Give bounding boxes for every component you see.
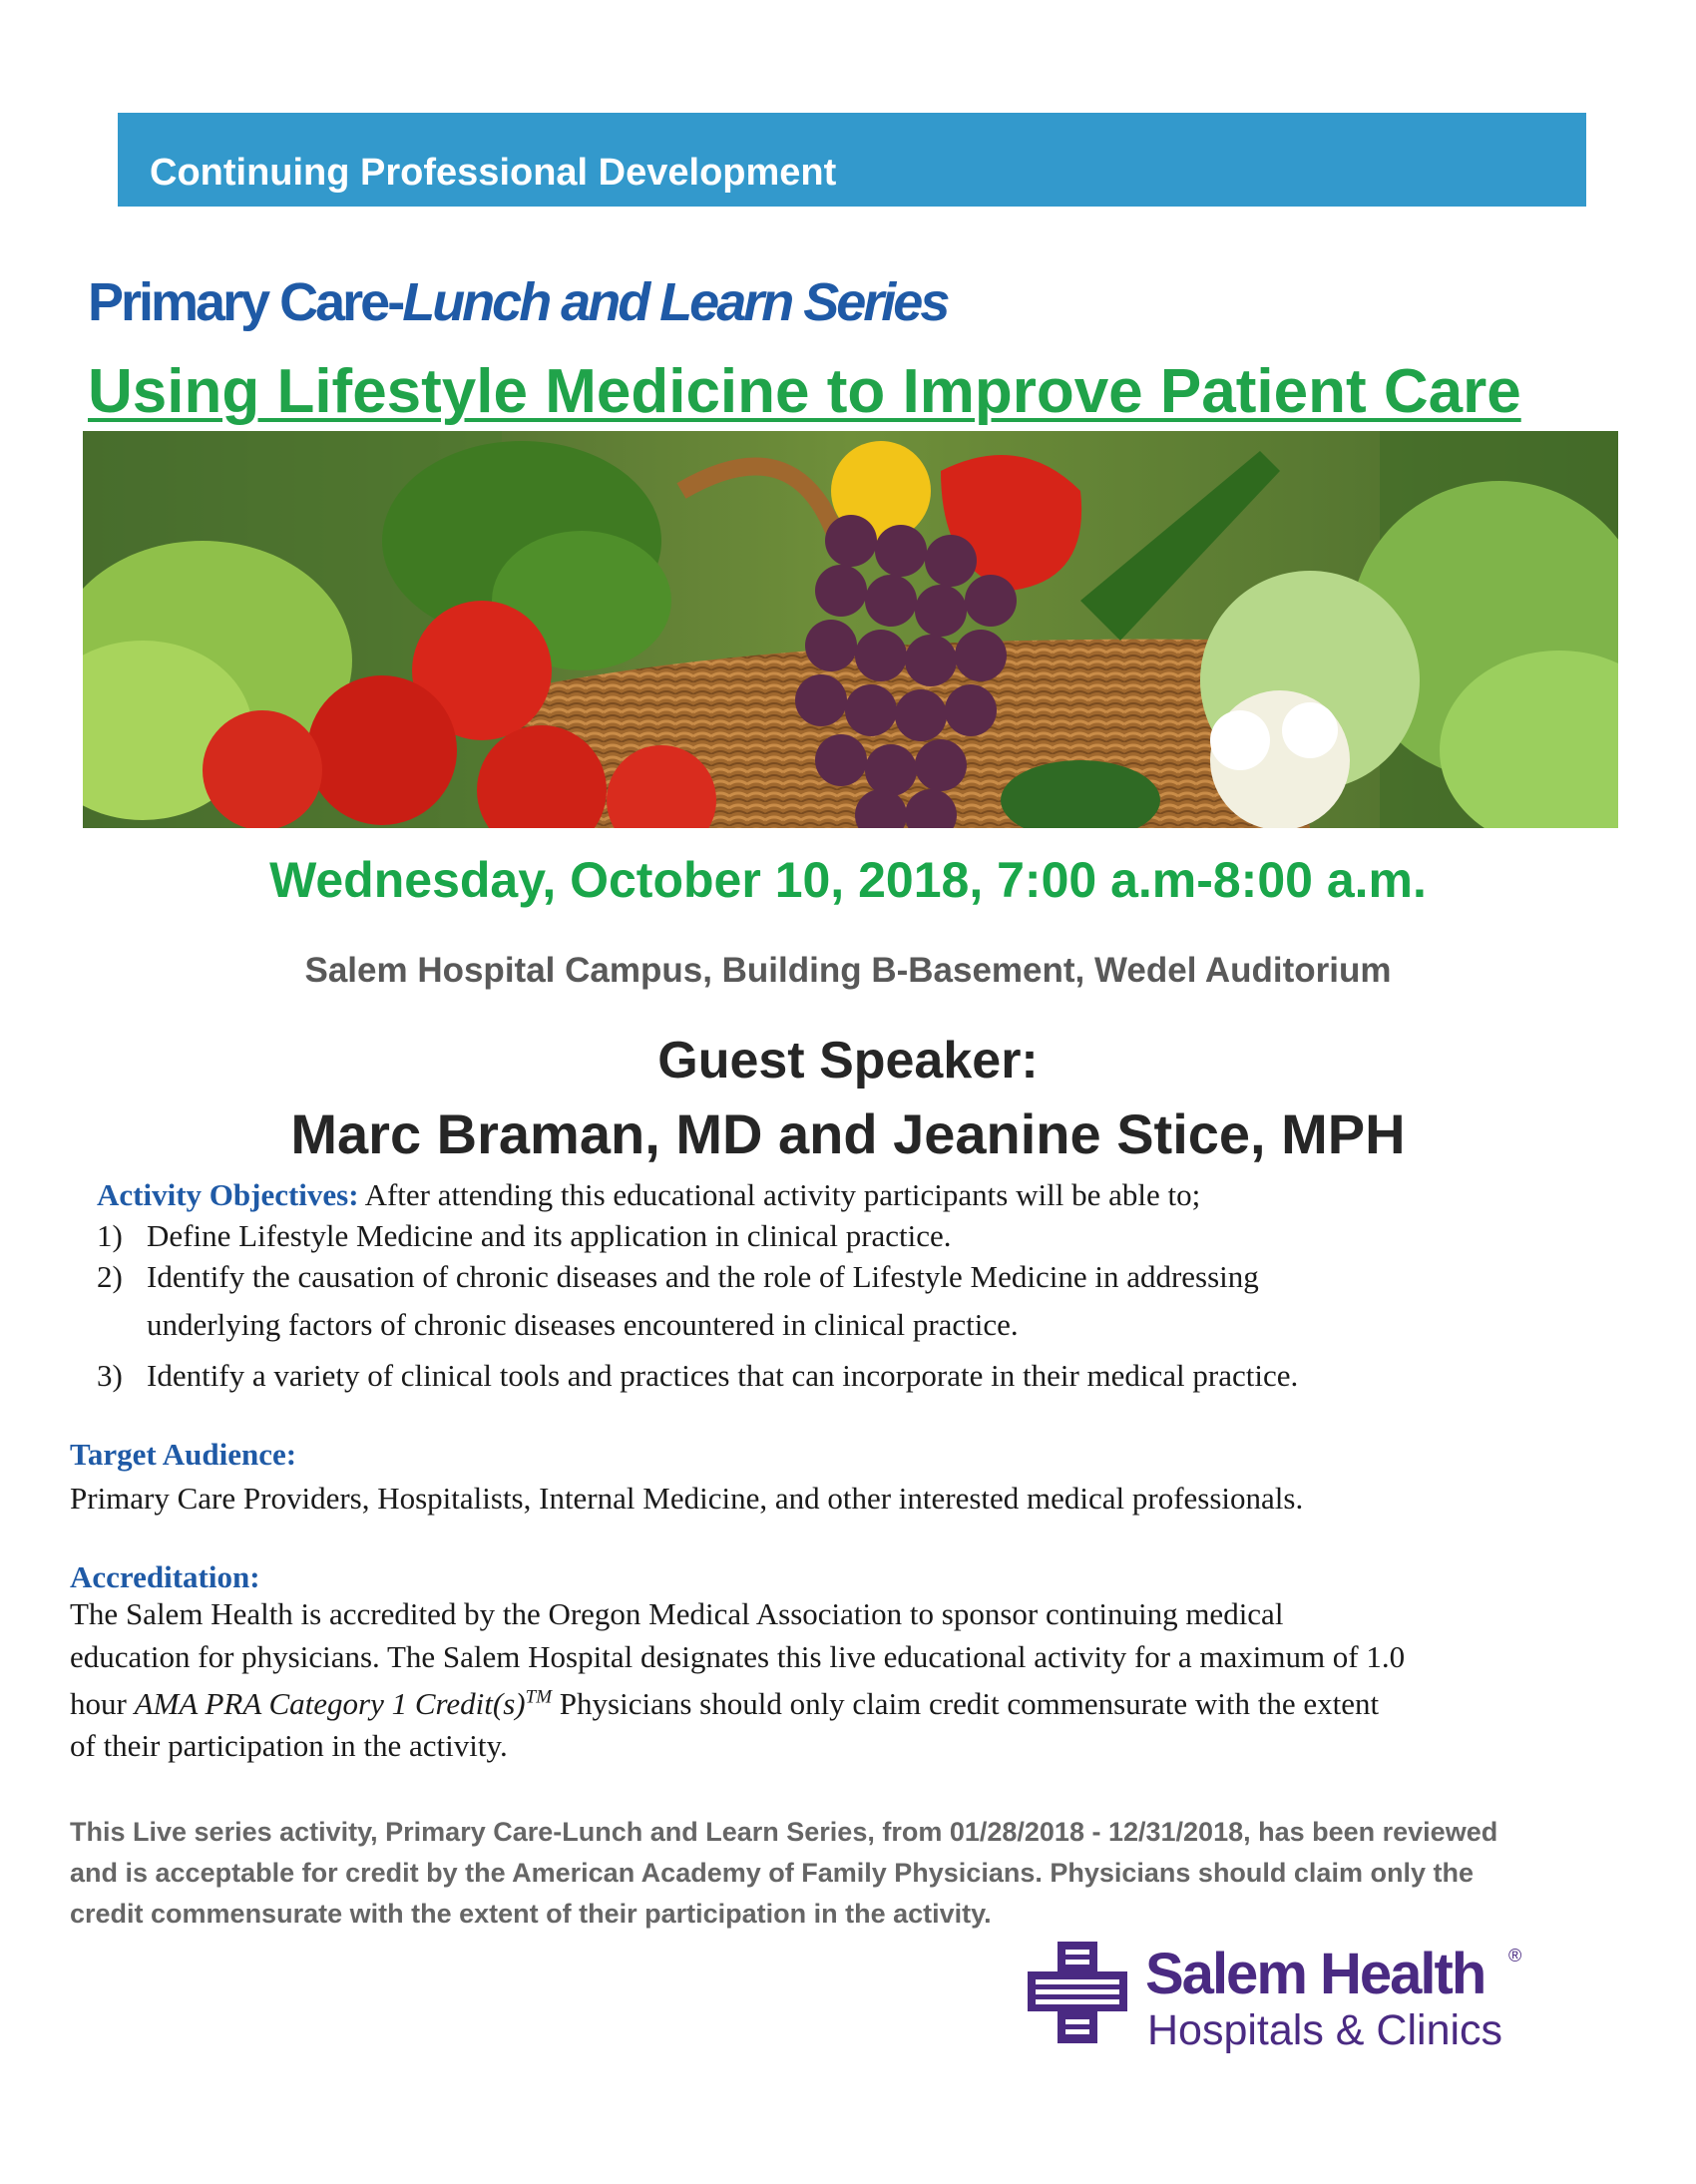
cross-logo-icon (1028, 1942, 1127, 2043)
event-location: Salem Hospital Campus, Building B-Basement, Wedel Auditorium (304, 951, 1392, 990)
aafp-statement-line: and is acceptable for credit by the American Academy of Family Physicians. Physicians should claim only the (70, 1858, 1474, 1888)
accreditation-line: education for physicians. The Salem Hospital designates this live educational activity for a maximum of 1.0 (70, 1639, 1406, 1674)
aafp-statement-line: This Live series activity, Primary Care-Lunch and Learn Series, from 01/28/2018 - 12/31/2018, has been reviewed (70, 1817, 1498, 1847)
objectives-heading: Activity Objectives: (97, 1177, 359, 1212)
objective-text-continued: underlying factors of chronic diseases encountered in clinical practice. (147, 1307, 1019, 1342)
accreditation-line: The Salem Health is accredited by the Oregon Medical Association to sponsor continuing medical (70, 1596, 1284, 1631)
objective-number: 2) (97, 1259, 123, 1294)
header-banner-text: Continuing Professional Development (150, 152, 837, 194)
objectives-intro (97, 1177, 1200, 1213)
accreditation-line (70, 1686, 1379, 1722)
objective-number: 3) (97, 1358, 123, 1393)
guest-speaker-names: Marc Braman, MD and Jeanine Stice, MPH (290, 1102, 1406, 1165)
series-title-part2: Lunch and Learn Series (402, 272, 948, 332)
topic-title: Using Lifestyle Medicine to Improve Patient Care (88, 357, 1521, 426)
series-title (88, 272, 948, 332)
ama-credit-label: AMA PRA Category 1 Credit(s) (134, 1686, 526, 1721)
objective-text: Identify the causation of chronic diseases and the role of Lifestyle Medicine in addressing (147, 1259, 1259, 1294)
logo-name: Salem Health (1145, 1942, 1485, 2006)
aafp-statement-line: credit commensurate with the extent of their participation in the activity. (70, 1899, 992, 1929)
logo-registered-mark: ® (1508, 1946, 1522, 1966)
trademark-mark: TM (525, 1686, 553, 1708)
objectives-intro-text: After attending this educational activity participants will be able to; (358, 1177, 1201, 1212)
target-audience-text: Primary Care Providers, Hospitalists, Internal Medicine, and other interested medical professionals. (70, 1481, 1304, 1516)
accreditation-line: of their participation in the activity. (70, 1728, 508, 1763)
event-date: Wednesday, October 10, 2018, 7:00 a.m-8:00 a.m. (269, 852, 1427, 908)
objective-number: 1) (97, 1218, 123, 1253)
series-title-part1: Primary Care- (88, 272, 403, 332)
logo-subtitle: Hospitals & Clinics (1147, 2006, 1503, 2054)
accreditation-claim: Physicians should only claim credit commensurate with the extent (552, 1686, 1380, 1721)
objective-text: Identify a variety of clinical tools and practices that can incorporate in their medical practice. (147, 1358, 1299, 1393)
accreditation-heading: Accreditation: (70, 1559, 260, 1594)
objective-text: Define Lifestyle Medicine and its application in clinical practice. (147, 1218, 952, 1253)
target-audience-heading: Target Audience: (70, 1437, 297, 1472)
guest-speaker-label: Guest Speaker: (657, 1032, 1039, 1090)
vegetable-basket-image (83, 431, 1618, 828)
accreditation-hour: hour (70, 1686, 135, 1721)
